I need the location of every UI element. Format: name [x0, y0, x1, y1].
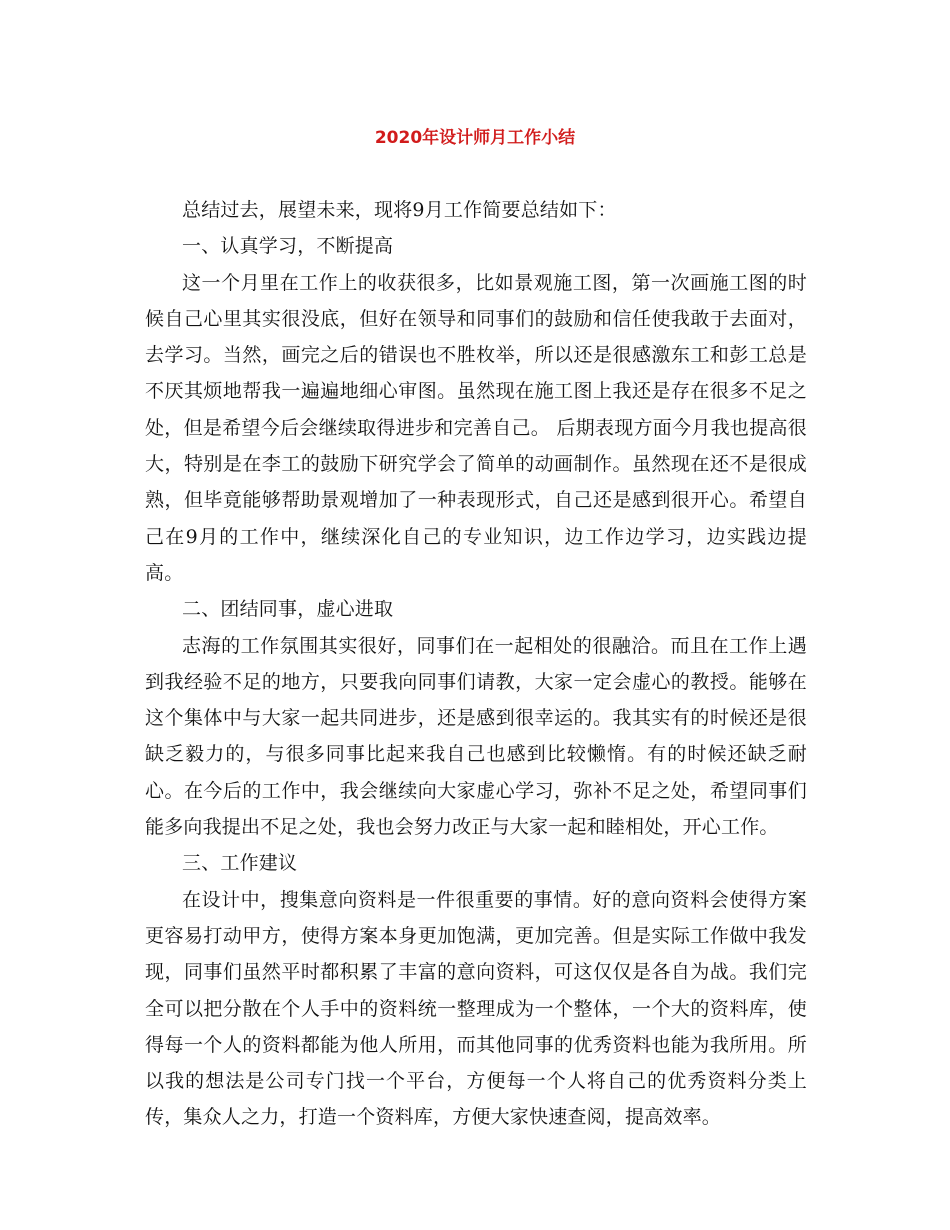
section-1-paragraph: 这一个月里在工作上的收获很多，比如景观施工图，第一次画施工图的时候自己心里其实很没底，但好在领导和同事们的鼓励和信任使我敢于去面对，去学习。当然，画完之后的错误也不胜枚举，所以还是很感激东工和彭工总是不厌其烦地帮我一遍遍地细心审图。虽然现在施工图上我还是存在很多不足之处，但是希望今后会继续取得进步和完善自己。 后期表现方面今月我也提高很大，特别是在李工的鼓励下研究学会了简单的动画制作。虽然现在还不是很成熟，但毕竟能够帮助景观增加了一种表现形式，自己还是感到很开心。希望自己在9月的工作中，继续深化自己的专业知识，边工作边学习，边实践边提高。 — [145, 271, 807, 584]
section-heading-1: 一、认真学习，不断提高 — [182, 235, 394, 258]
section-heading-2: 二、团结同事，虚心进取 — [182, 598, 394, 621]
section-3-paragraph: 在设计中，搜集意向资料是一件很重要的事情。好的意向资料会使得方案更容易打动甲方，使得方案本身更加饱满，更加完善。但是实际工作做中我发现，同事们虽然平时都积累了丰富的意向资料，可这仅仅是各自为战。我们完全可以把分散在个人手中的资料统一整理成为一个整体，一个大的资料库，使得每一个人的资料都能为他人所用，而其他同事的优秀资料也能为我所用。所以我的想法是公司专门找一个平台，方便每一个人将自己的优秀资料分类上传，集众人之力，打造一个资料库，方便大家快速查阅，提高效率。 — [145, 888, 807, 1129]
document-title: 2020年设计师月工作小结 — [374, 128, 576, 148]
intro-paragraph: 总结过去，展望未来，现将9月工作简要总结如下： — [182, 199, 617, 221]
section-heading-3: 三、工作建议 — [182, 852, 298, 875]
document-body — [145, 192, 807, 1136]
section-2-paragraph: 志海的工作氛围其实很好，同事们在一起相处的很融洽。而且在工作上遇到我经验不足的地方，只要我向同事们请教，大家一定会虚心的教授。能够在这个集体中与大家一起共同进步，还是感到很幸运的。我其实有的时候还是很缺乏毅力的，与很多同事比起来我自己也感到比较懒惰。有的时候还缺乏耐心。在今后的工作中，我会继续向大家虚心学习，弥补不足之处，希望同事们能多向我提出不足之处，我也会努力改正与大家一起和睦相处，开心工作。 — [145, 634, 807, 839]
